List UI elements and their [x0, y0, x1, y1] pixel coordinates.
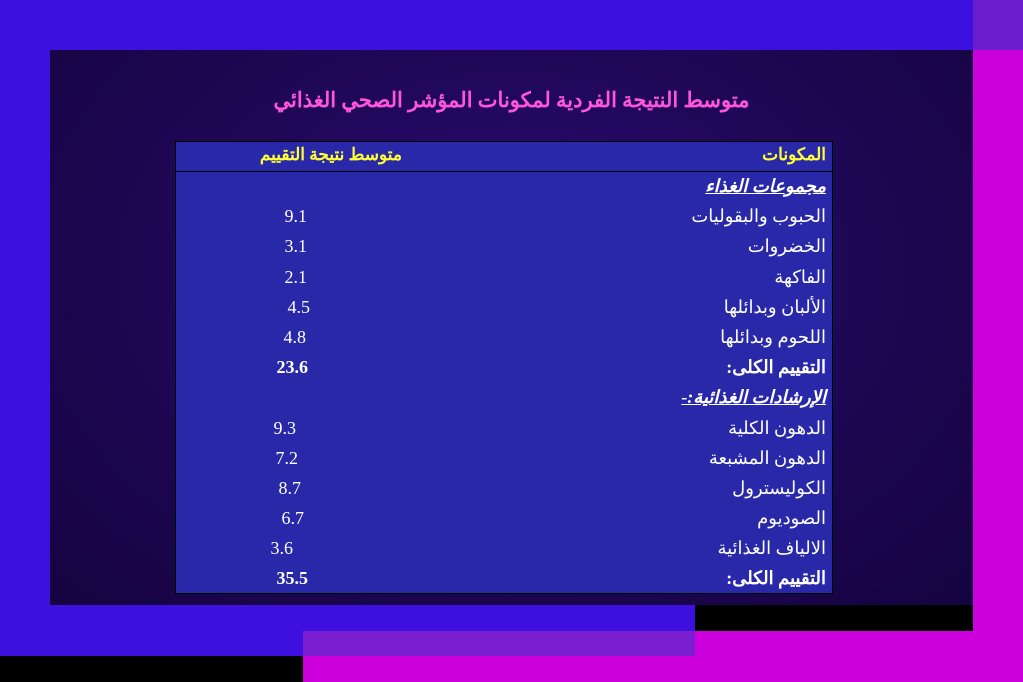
row-label: الدهون الكلية	[728, 417, 826, 438]
row-value: 7.2	[275, 447, 298, 468]
table-row	[176, 534, 832, 564]
row-value: 4.5	[287, 296, 310, 317]
table-row	[176, 504, 832, 534]
table-row	[176, 263, 832, 293]
row-value: 6.7	[281, 508, 304, 529]
header-score: متوسط نتيجة التقييم	[259, 145, 402, 164]
table-row	[176, 293, 832, 323]
row-label: الخضروات	[747, 236, 826, 257]
decor-band-top	[0, 0, 973, 50]
row-value: 8.7	[278, 477, 301, 498]
row-label: الصوديوم	[757, 508, 826, 529]
row-label: الكوليسترول	[732, 477, 826, 498]
table-row	[176, 383, 832, 413]
table-row	[176, 172, 832, 202]
table-row	[176, 232, 832, 262]
row-value: 3.1	[284, 236, 307, 257]
score-table	[175, 141, 833, 594]
row-label: الدهون المشبعة	[708, 447, 826, 468]
row-value: 2.1	[284, 266, 307, 287]
decor-band-bottom-mid	[303, 631, 695, 656]
row-value: 9.3	[273, 417, 296, 438]
decor-band-left	[0, 50, 50, 656]
header-components: المكونات	[762, 145, 826, 164]
row-value: 23.6	[276, 357, 308, 378]
decor-band-bottom-pink	[303, 656, 1023, 682]
table-row	[176, 323, 832, 353]
decor-band-bottom-right	[695, 631, 973, 656]
row-value: 9.1	[284, 206, 307, 227]
decor-band-right	[973, 50, 1023, 682]
row-value: 3.6	[270, 538, 293, 559]
decor-band-top-right	[973, 0, 1023, 50]
row-label: الإرشادات الغذائية:-	[681, 387, 826, 408]
row-label: الالياف الغذائية	[717, 538, 826, 559]
table-row	[176, 444, 832, 474]
table-header	[176, 142, 832, 172]
row-label: التقييم الكلى:	[726, 568, 826, 589]
row-label: الحبوب والبقوليات	[691, 206, 826, 227]
slide-title: متوسط النتيجة الفردية لمكونات المؤشر الصحي الغذائي	[273, 88, 750, 112]
row-value: 35.5	[276, 568, 308, 589]
row-label: التقييم الكلى:	[726, 357, 826, 378]
table-row	[176, 202, 832, 232]
row-label: اللحوم وبدائلها	[720, 326, 826, 347]
row-label: مجموعات الغذاء	[705, 176, 826, 196]
table-row-total	[176, 564, 832, 594]
row-label: الفاكهة	[774, 266, 826, 287]
table-row	[176, 414, 832, 444]
slide	[50, 50, 973, 605]
row-label: الألبان وبدائلها	[723, 296, 826, 317]
table-row	[176, 474, 832, 504]
row-value: 4.8	[283, 326, 306, 347]
table-row-total	[176, 353, 832, 383]
